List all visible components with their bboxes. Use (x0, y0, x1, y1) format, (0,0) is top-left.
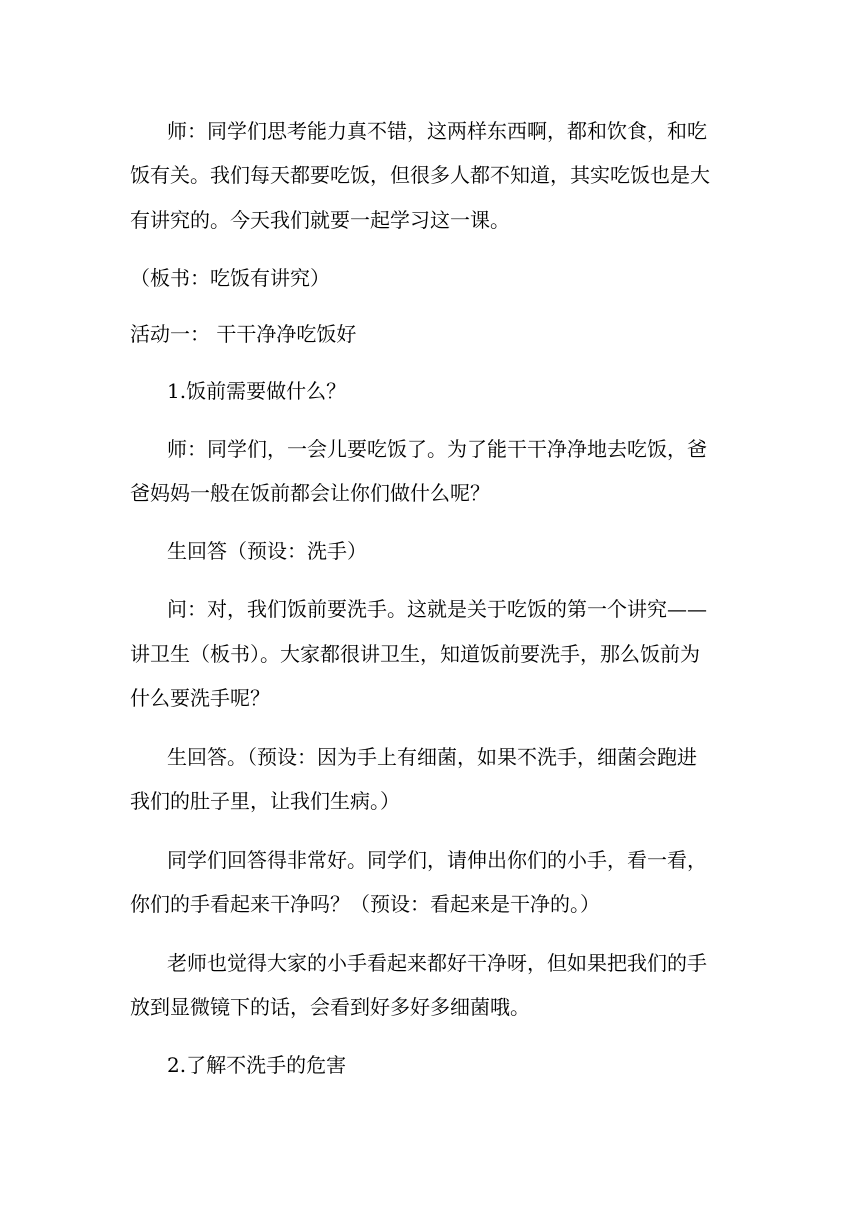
paragraph-teacher-question-line-1: 师：同学们，一会儿要吃饭了。为了能干干净净地去吃饭，爸 (167, 437, 707, 461)
paragraph-teacher-intro-line-2: 饭有关。我们每天都要吃饭，但很多人都不知道，其实吃饭也是大 (130, 163, 710, 187)
paragraph-hygiene-line-2: 讲卫生（板书）。大家都很讲卫生，知道饭前要洗手，那么饭前为 (130, 642, 700, 666)
paragraph-look-hands-line-2: 你们的手看起来干净吗？（预设：看起来是干净的。） (130, 892, 600, 916)
section-1-heading: 1.饭前需要做什么？ (167, 379, 347, 403)
paragraph-teacher-intro-line-3: 有讲究的。今天我们就要一起学习这一课。 (130, 208, 510, 232)
section-2-heading: 2.了解不洗手的危害 (167, 1053, 347, 1077)
paragraph-student-answer-line-2: 我们的肚子里，让我们生病。） (130, 789, 400, 813)
student-answer-wash-hands: 生回答（预设：洗手） (167, 539, 367, 563)
paragraph-hygiene-line-1: 问：对，我们饭前要洗手。这就是关于吃饭的第一个讲究—— (167, 597, 707, 621)
paragraph-teacher-intro-line-1: 师：同学们思考能力真不错，这两样东西啊，都和饮食，和吃 (167, 119, 707, 143)
paragraph-look-hands-line-1: 同学们回答得非常好。同学们，请伸出你们的小手，看一看， (167, 848, 707, 872)
board-note-heading: （板书：吃饭有讲究） (130, 266, 330, 290)
paragraph-microscope-line-2: 放到显微镜下的话，会看到好多好多细菌哦。 (130, 995, 530, 1019)
paragraph-hygiene-line-3: 什么要洗手呢？ (130, 686, 270, 710)
paragraph-teacher-question-line-2: 爸妈妈一般在饭前都会让你们做什么呢？ (130, 481, 490, 505)
paragraph-microscope-line-1: 老师也觉得大家的小手看起来都好干净呀，但如果把我们的手 (167, 951, 707, 975)
paragraph-student-answer-line-1: 生回答。（预设：因为手上有细菌，如果不洗手，细菌会跑进 (167, 745, 697, 769)
activity-one-heading: 活动一： 干干净净吃饭好 (130, 322, 357, 346)
